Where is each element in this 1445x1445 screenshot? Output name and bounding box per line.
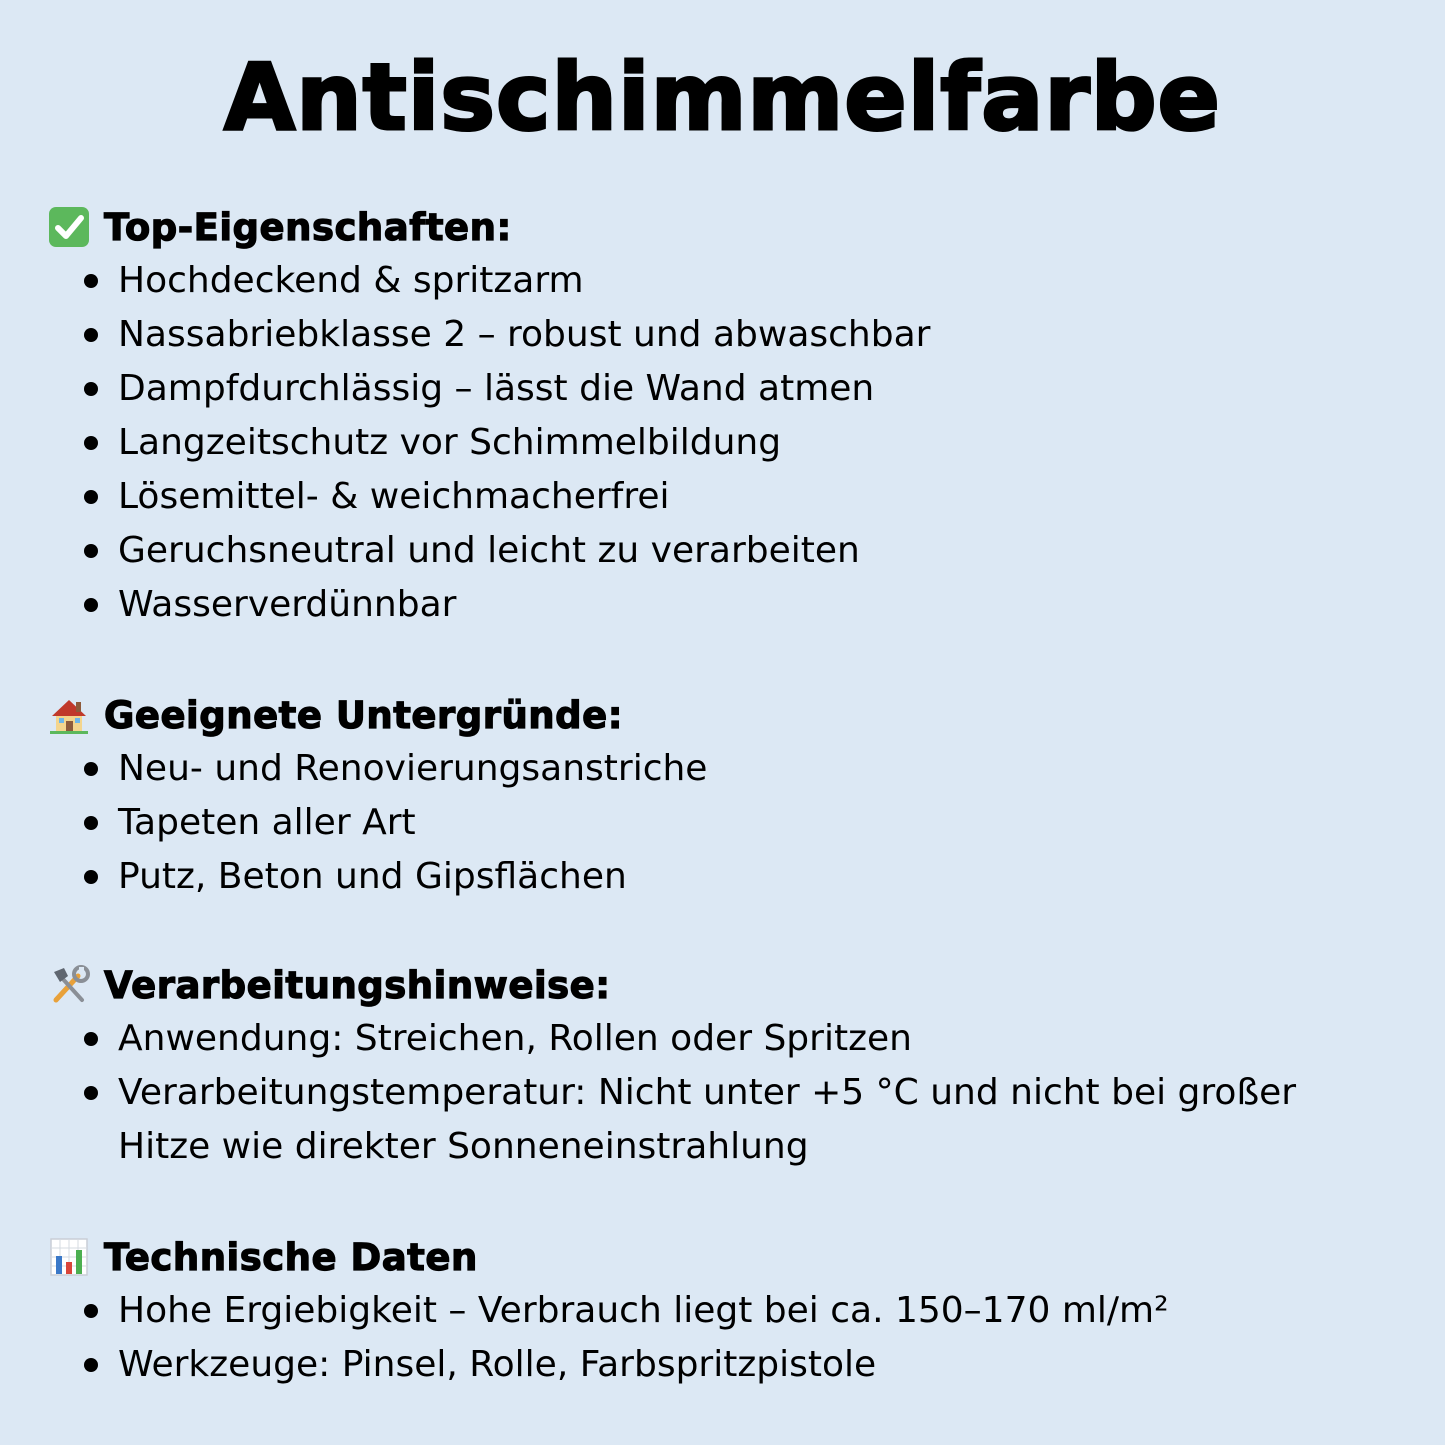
section-heading-label: Top-Eigenschaften: — [104, 205, 512, 249]
bullet — [84, 1358, 98, 1372]
section-technische-daten — [48, 1230, 1405, 1392]
hammer-wrench-icon — [48, 964, 90, 1006]
section-heading-label: Technische Daten — [104, 1235, 478, 1279]
section-heading — [48, 958, 1405, 1012]
bullet — [84, 598, 98, 612]
instruction-list — [48, 1012, 1405, 1174]
list-item: Anwendung: Streichen, Rollen oder Spritzen — [48, 1012, 1358, 1066]
list-item: Nassabriebklasse 2 – robust und abwaschbar — [48, 308, 1358, 362]
bullet — [84, 1304, 98, 1318]
list-item: Geruchsneutral und leicht zu verarbeiten — [48, 524, 1358, 578]
check-mark-icon — [48, 206, 90, 248]
section-top-eigenschaften — [48, 200, 1405, 632]
bullet — [84, 816, 98, 830]
house-icon — [48, 694, 90, 736]
bullet — [84, 762, 98, 776]
list-item: Hohe Ergiebigkeit – Verbrauch liegt bei ca. 150–170 ml/m² — [48, 1284, 1358, 1338]
section-heading — [48, 688, 1405, 742]
list-item: Tapeten aller Art — [48, 796, 1358, 850]
bullet — [84, 490, 98, 504]
substrate-list — [48, 742, 1405, 904]
bullet — [84, 544, 98, 558]
section-heading-label: Geeignete Untergründe: — [104, 693, 624, 737]
list-item: Verarbeitungstemperatur: Nicht unter +5 °C und nicht bei großer Hitze wie direkter Sonneneinstrahlung — [48, 1066, 1358, 1174]
section-geeignete-untergruende — [48, 688, 1405, 904]
feature-list — [48, 254, 1405, 632]
list-item: Putz, Beton und Gipsflächen — [48, 850, 1358, 904]
list-item: Hochdeckend & spritzarm — [48, 254, 1358, 308]
page-title: Antischimmelfarbe — [224, 44, 1221, 151]
bullet — [84, 436, 98, 450]
section-heading — [48, 1230, 1405, 1284]
bullet — [84, 1086, 98, 1100]
bar-chart-icon — [48, 1236, 90, 1278]
list-item: Dampfdurchlässig – lässt die Wand atmen — [48, 362, 1358, 416]
list-item: Lösemittel- & weichmacherfrei — [48, 470, 1358, 524]
bullet — [84, 328, 98, 342]
list-item: Wasserverdünnbar — [48, 578, 1358, 632]
list-item: Langzeitschutz vor Schimmelbildung — [48, 416, 1358, 470]
section-heading — [48, 200, 1405, 254]
section-verarbeitungshinweise — [48, 958, 1405, 1174]
list-item: Werkzeuge: Pinsel, Rolle, Farbspritzpistole — [48, 1338, 1358, 1392]
technical-list — [48, 1284, 1405, 1392]
bullet — [84, 870, 98, 884]
bullet — [84, 382, 98, 396]
section-heading-label: Verarbeitungshinweise: — [104, 963, 611, 1007]
bullet — [84, 1032, 98, 1046]
list-item: Neu- und Renovierungsanstriche — [48, 742, 1358, 796]
bullet — [84, 274, 98, 288]
